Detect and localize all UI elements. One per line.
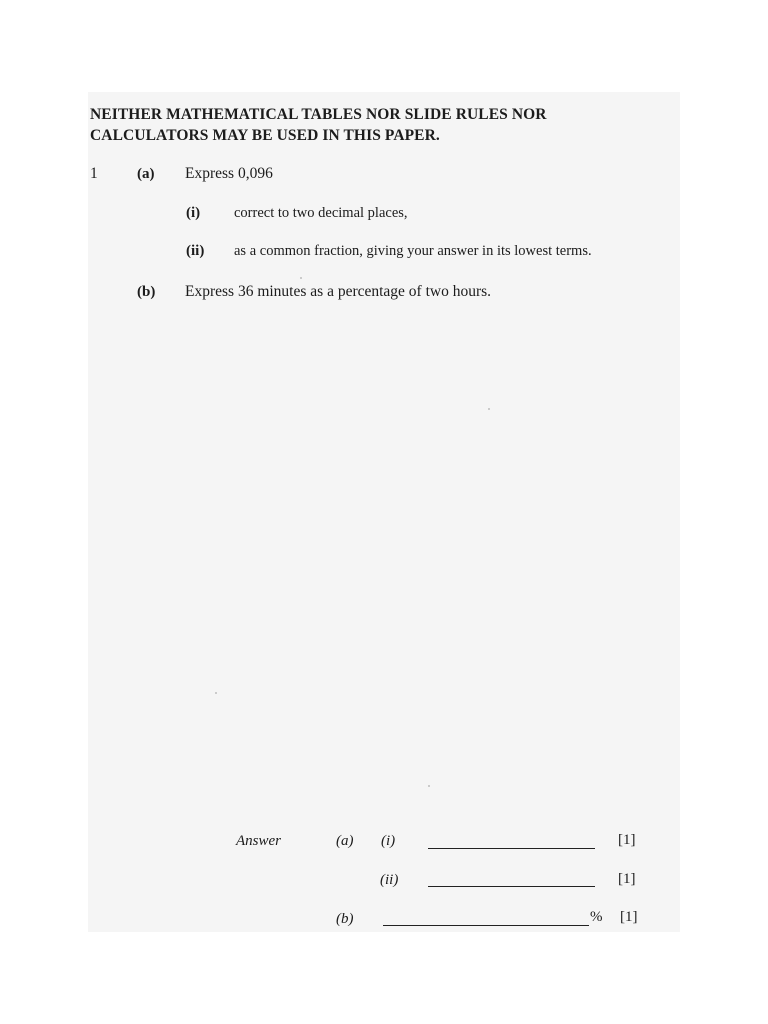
answer-line-b[interactable] <box>383 925 589 926</box>
exam-instructions <box>90 104 547 146</box>
part-b-label: (b) <box>137 284 156 300</box>
marks-a-i: [1] <box>618 832 636 848</box>
instructions-line-2: CALCULATORS MAY BE USED IN THIS PAPER. <box>90 127 440 144</box>
answer-a-label: (a) <box>336 833 354 849</box>
sub-ii-label: (ii) <box>186 243 205 259</box>
scan-speck <box>428 785 430 787</box>
answer-line-a-ii[interactable] <box>428 886 595 887</box>
marks-a-ii: [1] <box>618 871 636 887</box>
answer-i-label: (i) <box>381 833 396 849</box>
sub-ii-text: as a common fraction, giving your answer in its lowest terms. <box>234 243 592 259</box>
part-a-label: (a) <box>137 166 155 182</box>
answer-ii-label: (ii) <box>380 872 399 888</box>
scan-speck <box>488 408 490 410</box>
scan-speck <box>300 277 302 279</box>
question-number: 1 <box>90 165 98 182</box>
part-b-stem: Express 36 minutes as a percentage of two hours. <box>185 283 492 300</box>
instructions-line-1: NEITHER MATHEMATICAL TABLES NOR SLIDE RULES NOR <box>90 106 547 123</box>
answer-line-a-i[interactable] <box>428 848 595 849</box>
sub-i-label: (i) <box>186 205 201 221</box>
answer-b-label: (b) <box>336 911 354 927</box>
scan-speck <box>215 692 217 694</box>
percent-sign: % <box>590 909 603 925</box>
marks-b: [1] <box>620 909 638 925</box>
answer-label: Answer <box>236 833 281 849</box>
part-a-stem: Express 0,096 <box>185 165 273 182</box>
sub-i-text: correct to two decimal places, <box>234 205 408 221</box>
